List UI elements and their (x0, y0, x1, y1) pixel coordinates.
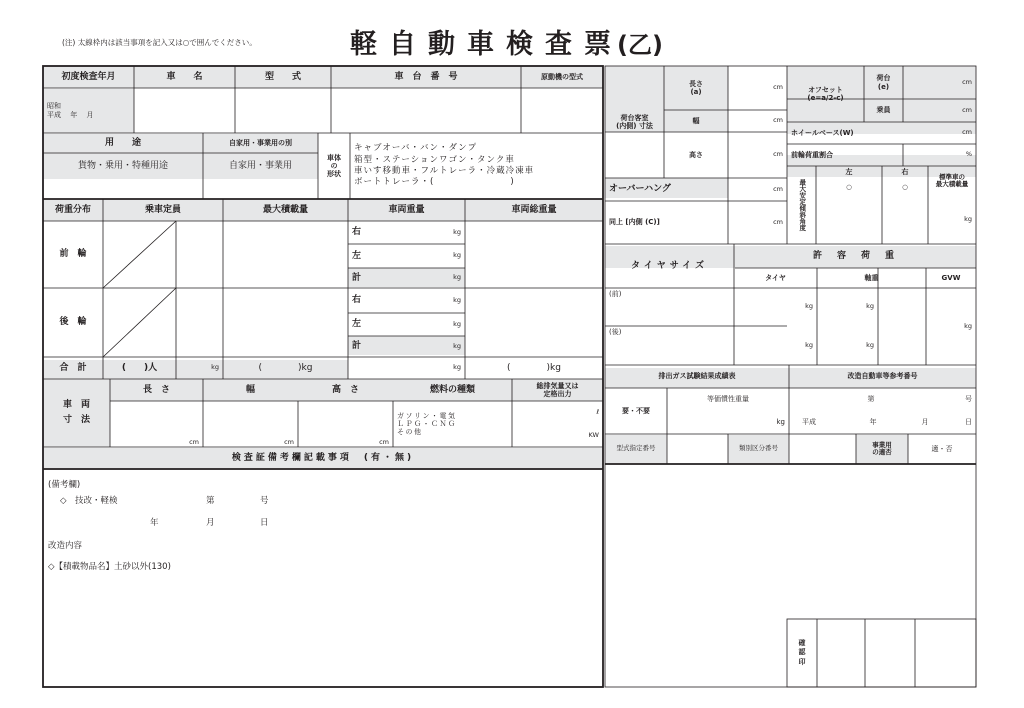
private-business-header: 自家用・事業用の別 (229, 138, 292, 147)
height-unit: cm (379, 437, 389, 446)
modified-ref-prefix: 第 (867, 394, 875, 403)
dimensions-label: 車 両 寸 法 (62, 399, 90, 425)
overhang-unit: cm (773, 184, 783, 193)
business-use-label: 事業用 の適否 (872, 440, 892, 456)
modification-label: 改造内容 (48, 541, 83, 551)
front-load-ratio-unit: % (965, 150, 972, 159)
max-stability-angle-label: 最大安定傾斜角度 (798, 179, 807, 231)
rear-subtotal-unit: kg (453, 341, 461, 350)
emission-year: 年 (869, 417, 877, 426)
emission-header: 排出ガス試験結果成績表 (658, 372, 736, 381)
first-inspection-header: 初度検査年月 (61, 71, 116, 82)
wheelbase-label: ホイールベース(W) (791, 128, 854, 137)
category-number-label: 類別区分番号 (739, 444, 778, 453)
front-right-label: 右 (352, 227, 362, 238)
cargo-bed-unit: cm (962, 77, 972, 86)
form-title-suffix: (乙) (617, 31, 663, 59)
front-right-unit: kg (453, 227, 461, 236)
cargo-height-label: 高さ (689, 150, 703, 159)
body-shape-header: 車体 の 形状 (327, 153, 341, 179)
vehicle-name-header: 車 名 (166, 71, 203, 82)
rear-tire-unit: kg (805, 340, 813, 349)
total-max-load[interactable]: ( )kg (258, 362, 313, 373)
fuel-type-header: 燃料の種類 (429, 384, 475, 395)
standard-max-load-label: 標準車の 最大積載量 (935, 172, 969, 188)
cargo-length-label: 長さ (a) (689, 79, 703, 96)
axle-load-header: 軸重 (864, 273, 879, 282)
standard-max-load-unit: kg (964, 215, 972, 224)
front-subtotal-label: 計 (352, 272, 362, 283)
model-field[interactable] (235, 88, 331, 133)
displacement-kw: KW (588, 430, 599, 439)
passenger-label: 乗員 (876, 106, 891, 115)
rear-axle-unit: kg (866, 340, 874, 349)
inertia-weight-unit: kg (776, 417, 785, 426)
use-header: 用 途 (104, 137, 141, 148)
remarks-day: 日 (260, 518, 269, 528)
cargo-width-label: 幅 (692, 116, 700, 125)
rear-right-label: 右 (352, 295, 362, 306)
rear-tire-label: (後) (609, 328, 622, 336)
private-business-options[interactable]: 自家用・事業用 (228, 160, 292, 171)
first-inspection-value[interactable]: 昭和 平成 年 月 (47, 102, 94, 119)
modified-ref-suffix: 号 (965, 394, 972, 403)
total-capacity-unit: kg (211, 363, 219, 372)
overhang-inner-unit: cm (773, 217, 783, 226)
capacity-header: 乗車定員 (144, 204, 181, 215)
front-load-ratio-label: 前輪荷重割合 (791, 150, 833, 159)
displacement-liter: ℓ (596, 407, 599, 416)
max-load-header: 最大積載量 (262, 204, 308, 215)
engine-model-field[interactable] (521, 88, 603, 133)
gross-weight-header: 車両総重量 (511, 204, 557, 215)
modified-ref-header: 改造自動車等参考番号 (847, 372, 918, 381)
height-header: 高 さ (331, 384, 359, 395)
front-left-label: 左 (352, 250, 362, 261)
stability-left-mark: ○ (846, 183, 852, 192)
total-vehicle-weight-unit: kg (453, 363, 461, 372)
tech-number-prefix: 第 (206, 496, 215, 506)
width-unit: cm (284, 437, 294, 446)
allowable-load-header: 許 容 荷 重 (812, 250, 897, 261)
front-tire-unit: kg (805, 302, 813, 311)
stability-right-label: 右 (901, 167, 909, 176)
model-header: 型 式 (264, 71, 301, 82)
cargo-name: ◇【積載物品名】土砂以外(130) (48, 562, 171, 572)
business-use-suitability[interactable]: 適・否 (931, 444, 953, 453)
front-subtotal-unit: kg (453, 273, 461, 282)
cargo-width-unit: cm (773, 116, 783, 125)
emission-day: 日 (965, 417, 972, 426)
heisei-label: 平成 (802, 417, 816, 426)
gvw-header: GVW (941, 273, 961, 282)
load-distribution-header: 荷重分布 (54, 204, 91, 215)
tech-reform: ◇ 技改・軽検 (60, 496, 118, 506)
rear-left-unit: kg (453, 319, 461, 328)
cargo-bed-label: 荷台 (e) (876, 74, 891, 91)
type-designation-label: 型式指定番号 (616, 444, 656, 453)
overhang-inner-label: 同上 [内側 (C)] (609, 218, 660, 227)
total-label: 合 計 (59, 362, 87, 373)
rear-right-unit: kg (453, 295, 461, 304)
confirm-seal-label: 確 認 印 (798, 639, 806, 666)
wheelbase-unit: cm (962, 128, 972, 137)
remarks-header: 検査証備考欄記載事項 (有・無) (231, 452, 415, 463)
emission-required[interactable]: 要・不要 (622, 406, 650, 415)
confirm-seal-box-1[interactable] (817, 619, 865, 687)
confirm-seal-box-2[interactable] (865, 619, 915, 687)
total-gross-weight[interactable]: ( )kg (507, 362, 561, 373)
passenger-unit: cm (962, 105, 972, 114)
tire-size-label: タイヤサイズ (630, 260, 709, 271)
chassis-number-header: 車 台 番 号 (394, 71, 458, 82)
offset-label: オフセット (e=a/2-c) (807, 85, 844, 102)
rear-axle-label: 後 輪 (59, 317, 87, 328)
length-unit: cm (189, 437, 199, 446)
form-note: (注) 太線枠内は該当事項を記入又は○で囲んでください。 (62, 38, 257, 47)
vehicle-name-field[interactable] (134, 88, 235, 133)
inertia-weight-label: 等価慣性重量 (707, 394, 749, 403)
vehicle-weight-header: 車両重量 (388, 204, 425, 215)
displacement-header: 総排気量又は 定格出力 (536, 381, 579, 398)
use-options[interactable]: 貨物・乗用・特種用途 (77, 160, 168, 171)
remarks-month: 月 (206, 518, 215, 528)
cargo-room-label: 荷台客室 (内側) 寸法 (616, 113, 653, 130)
gvw-unit: kg (964, 321, 972, 330)
confirm-seal-box-3[interactable] (915, 619, 976, 687)
chassis-number-field[interactable] (331, 88, 521, 133)
cargo-height-unit: cm (773, 150, 783, 159)
total-persons[interactable]: ( )人 (121, 362, 158, 373)
stability-right-mark: ○ (902, 183, 908, 192)
tire-header: タイヤ (765, 273, 786, 282)
rear-left-label: 左 (352, 319, 362, 330)
rear-subtotal-label: 計 (352, 341, 362, 352)
remarks-label: (備考欄) (48, 480, 81, 490)
form-title-main: 軽自動車検査票 (350, 29, 623, 60)
width-header: 幅 (245, 384, 255, 395)
tech-number-suffix: 号 (260, 496, 269, 506)
body-shape-options[interactable]: キャブオーバ・バン・ダンプ 箱型・ステーションワゴン・タンク車 車いす移動車・フルトレーラ・冷蔵冷凍車 ボートトレーラ・( ) (354, 143, 535, 188)
cargo-length-unit: cm (773, 83, 783, 92)
engine-model-header: 原動機の型式 (541, 72, 583, 81)
length-header: 長 さ (142, 384, 170, 395)
fuel-options[interactable]: ガソリン・電気 ＬＰＧ・ＣＮＧ その他 (397, 411, 457, 437)
remarks-year: 年 (150, 518, 159, 528)
front-left-unit: kg (453, 251, 461, 260)
front-axle-label: 前 輪 (59, 249, 87, 260)
overhang-label: オーバーハング (609, 184, 671, 195)
front-axle-unit: kg (866, 302, 874, 311)
front-tire-label: (前) (609, 290, 622, 298)
stability-left-label: 左 (845, 167, 853, 176)
emission-month: 月 (921, 417, 929, 426)
